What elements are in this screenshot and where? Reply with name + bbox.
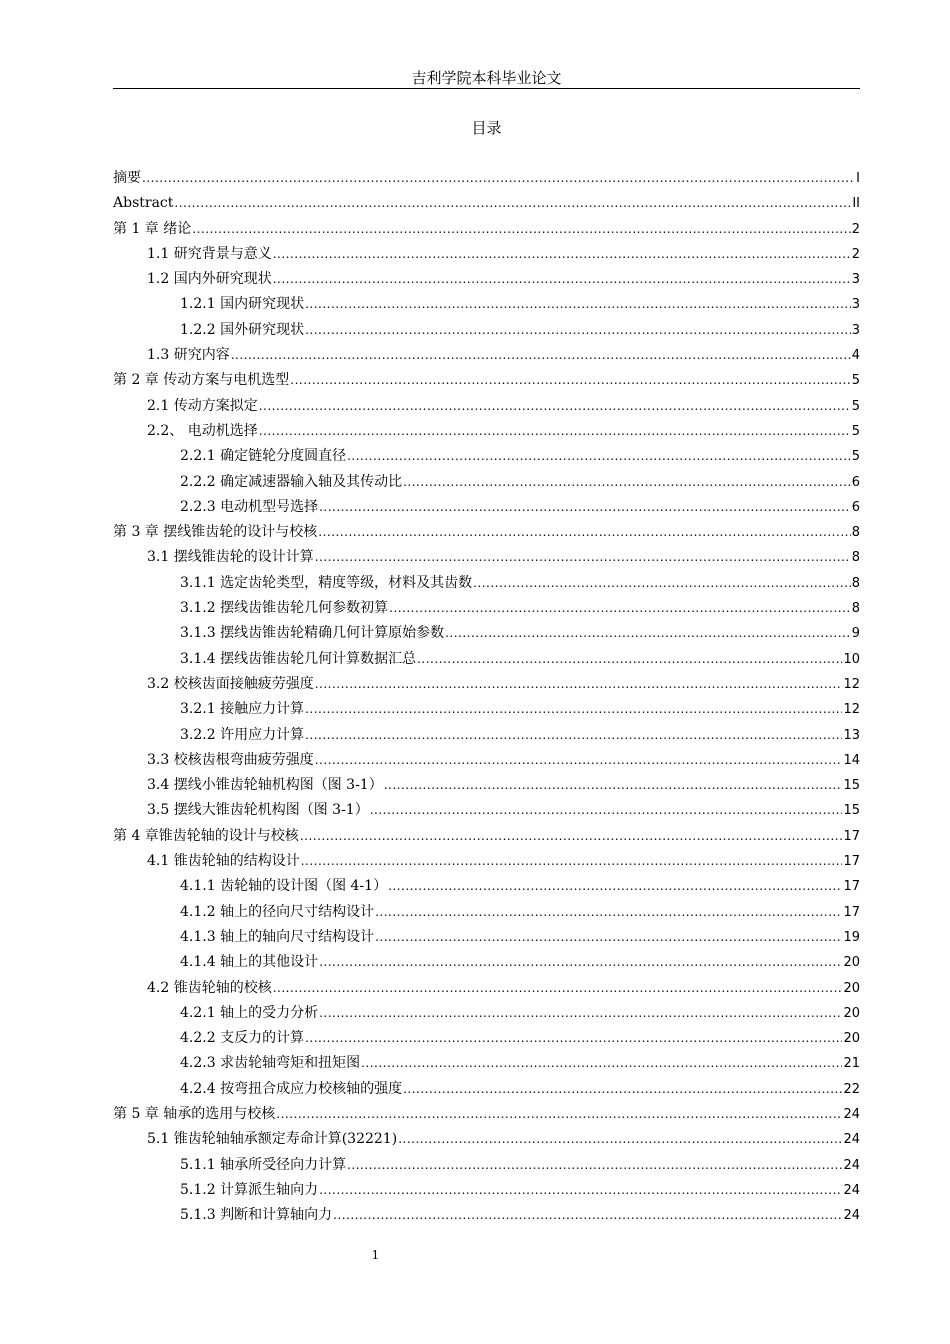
toc-entry-page: 17 <box>843 854 860 870</box>
toc-entry[interactable] <box>113 1127 860 1152</box>
toc-entry[interactable] <box>113 849 860 874</box>
toc-entry-page: 17 <box>843 828 860 844</box>
toc-entry[interactable] <box>113 925 860 950</box>
toc-entry-label: 4.1.2 轴上的径向尺寸结构设计 <box>180 903 375 920</box>
toc-dot-leader <box>305 292 851 317</box>
toc-dot-leader <box>473 571 851 596</box>
toc-entry-label: 5.1.1 轴承所受径向力计算 <box>180 1156 347 1173</box>
toc-entry-label: 4.2.1 轴上的受力分析 <box>180 1004 319 1021</box>
toc-dot-leader <box>315 672 843 697</box>
toc-entry[interactable] <box>113 242 860 267</box>
toc-entry-page: 17 <box>843 879 860 895</box>
toc-entry-label: 1.2 国内外研究现状 <box>147 271 272 288</box>
toc-entry-label: 1.2.2 国外研究现状 <box>180 321 305 338</box>
page-number: 1 <box>371 1248 380 1262</box>
toc-entry-label: 摘要 <box>113 170 141 186</box>
toc-entry[interactable] <box>113 976 860 1001</box>
toc-entry-page: 9 <box>851 626 860 642</box>
toc-title: 目录 <box>471 119 502 137</box>
toc-dot-leader <box>347 1153 842 1178</box>
toc-entry-page: 20 <box>843 980 860 996</box>
toc-entry[interactable] <box>113 520 860 545</box>
toc-entry[interactable] <box>113 874 860 899</box>
toc-entry-page: 17 <box>843 904 860 920</box>
toc-entry[interactable] <box>113 1203 860 1228</box>
toc-dot-leader <box>388 874 842 899</box>
toc-entry-label: 1.3 研究内容 <box>147 347 230 364</box>
toc-dot-leader <box>319 1178 842 1203</box>
toc-dot-leader <box>319 495 851 520</box>
toc-entry[interactable] <box>113 343 860 368</box>
running-header: 吉利学院本科毕业论文 <box>411 69 562 87</box>
toc-entry-label: 3.1.2 摆线齿锥齿轮几何参数初算 <box>180 600 389 617</box>
toc-dot-leader <box>142 166 855 191</box>
toc-entry-page: 24 <box>843 1182 860 1198</box>
toc-entry[interactable] <box>113 1051 860 1076</box>
toc-entry-label: 2.2、 电动机选择 <box>147 422 258 439</box>
toc-entry[interactable] <box>113 773 860 798</box>
toc-dot-leader <box>403 470 851 495</box>
toc-entry-page: 20 <box>843 1031 860 1047</box>
toc-entry-label: 3.1.3 摆线齿锥齿轮精确几何计算原始参数 <box>180 625 445 642</box>
toc-entry-page: 10 <box>843 651 860 667</box>
toc-dot-leader <box>384 773 843 798</box>
toc-entry-page: 5 <box>851 373 860 389</box>
toc-entry-page: 2 <box>851 246 860 262</box>
toc-entry-page: 15 <box>843 803 860 819</box>
toc-dot-leader <box>273 242 851 267</box>
toc-dot-leader <box>389 596 851 621</box>
toc-dot-leader <box>231 343 851 368</box>
toc-entry-label: 2.2.1 确定链轮分度圆直径 <box>180 448 347 465</box>
toc-dot-leader <box>370 798 843 823</box>
toc-entry[interactable] <box>113 419 860 444</box>
toc-entry-page: 14 <box>843 752 860 768</box>
toc-dot-leader <box>315 748 843 773</box>
toc-entry-label: 第 1 章 绪论 <box>113 220 192 237</box>
toc-entry-label: 4.2.2 支反力的计算 <box>180 1030 305 1047</box>
toc-entry-label: 4.1.4 轴上的其他设计 <box>180 954 319 971</box>
toc-entry-label: 第 5 章 轴承的选用与校核 <box>113 1105 276 1122</box>
toc-entry-page: 6 <box>851 474 860 490</box>
toc-entry[interactable] <box>113 368 860 393</box>
toc-entry-label: 5.1.2 计算派生轴向力 <box>180 1181 319 1198</box>
toc-entry[interactable] <box>113 571 860 596</box>
toc-dot-leader <box>403 1077 842 1102</box>
toc-dot-leader <box>301 849 843 874</box>
toc-entry-page: 4 <box>851 348 860 364</box>
toc-entry[interactable] <box>113 723 860 748</box>
toc-dot-leader <box>361 1051 842 1076</box>
table-of-contents <box>113 166 860 1228</box>
toc-dot-leader <box>445 621 851 646</box>
toc-dot-leader <box>319 950 842 975</box>
toc-entry[interactable] <box>113 950 860 975</box>
toc-entry[interactable] <box>113 824 860 849</box>
toc-entry-page: 20 <box>843 1005 860 1021</box>
toc-dot-leader <box>347 444 851 469</box>
toc-entry[interactable] <box>113 394 860 419</box>
toc-entry-page: 24 <box>843 1157 860 1173</box>
toc-dot-leader <box>305 723 842 748</box>
toc-entry-label: 3.2.1 接触应力计算 <box>180 701 305 718</box>
toc-entry-page: 21 <box>843 1056 860 1072</box>
toc-dot-leader <box>417 647 842 672</box>
header-rule <box>113 88 860 89</box>
toc-entry-page: 3 <box>851 272 860 288</box>
toc-entry-label: 第 3 章 摆线锥齿轮的设计与校核 <box>113 524 318 541</box>
toc-entry[interactable] <box>113 697 860 722</box>
toc-entry-page: 8 <box>851 550 860 566</box>
toc-entry-label: 4.2.4 按弯扭合成应力校核轴的强度 <box>180 1080 403 1097</box>
toc-entry-page: 5 <box>851 423 860 439</box>
toc-dot-leader <box>273 267 851 292</box>
toc-dot-leader <box>192 217 850 242</box>
toc-entry[interactable] <box>113 1026 860 1051</box>
toc-entry[interactable] <box>113 470 860 495</box>
toc-entry-label: 3.4 摆线小锥齿轮轴机构图（图 3-1） <box>147 777 383 794</box>
toc-entry[interactable] <box>113 1102 860 1127</box>
toc-entry-page: 24 <box>843 1208 860 1224</box>
toc-dot-leader <box>290 368 850 393</box>
toc-entry[interactable] <box>113 267 860 292</box>
toc-entry-page: 3 <box>851 297 860 313</box>
toc-entry-label: 3.2 校核齿面接触疲劳强度 <box>147 675 314 692</box>
toc-dot-leader <box>300 824 843 849</box>
toc-entry-page: 6 <box>851 499 860 515</box>
toc-entry-label: 4.1 锥齿轮轴的结构设计 <box>147 853 300 870</box>
toc-entry[interactable] <box>113 495 860 520</box>
toc-entry-label: Abstract <box>113 195 174 212</box>
toc-entry[interactable] <box>113 444 860 469</box>
toc-dot-leader <box>273 976 843 1001</box>
toc-entry-label: 4.1.1 齿轮轴的设计图（图 4-1） <box>180 878 388 895</box>
toc-dot-leader <box>259 419 851 444</box>
toc-entry[interactable] <box>113 292 860 317</box>
toc-entry-label: 4.1.3 轴上的轴向尺寸结构设计 <box>180 928 375 945</box>
toc-entry-page: 19 <box>843 929 860 945</box>
toc-entry[interactable] <box>113 1001 860 1026</box>
toc-entry[interactable] <box>113 621 860 646</box>
toc-entry[interactable] <box>113 798 860 823</box>
toc-entry[interactable] <box>113 1178 860 1203</box>
toc-entry[interactable] <box>113 545 860 570</box>
toc-dot-leader <box>315 545 851 570</box>
toc-entry[interactable] <box>113 217 860 242</box>
toc-entry-page: 3 <box>851 322 860 338</box>
toc-entry-page: 24 <box>843 1106 860 1122</box>
toc-entry[interactable] <box>113 748 860 773</box>
toc-entry[interactable] <box>113 318 860 343</box>
toc-dot-leader <box>259 394 851 419</box>
toc-entry-page: 20 <box>843 955 860 971</box>
toc-dot-leader <box>375 900 842 925</box>
toc-entry-page: 22 <box>843 1081 860 1097</box>
toc-entry-page: 8 <box>851 601 860 617</box>
toc-entry-page: 8 <box>851 525 860 541</box>
toc-entry-label: 3.1.1 选定齿轮类型，精度等级，材料及其齿数 <box>180 574 473 591</box>
toc-entry-label: 4.2 锥齿轮轴的校核 <box>147 979 272 996</box>
toc-dot-leader <box>305 697 842 722</box>
toc-entry[interactable] <box>113 672 860 697</box>
toc-entry-label: 3.1 摆线锥齿轮的设计计算 <box>147 549 314 566</box>
toc-entry-page: 15 <box>843 778 860 794</box>
toc-entry-label: 3.3 校核齿根弯曲疲劳强度 <box>147 751 314 768</box>
toc-entry-page: 12 <box>843 676 860 692</box>
toc-entry-label: 1.1 研究背景与意义 <box>147 245 272 262</box>
toc-dot-leader <box>333 1203 842 1228</box>
toc-dot-leader <box>305 318 851 343</box>
toc-entry-page: 13 <box>843 727 860 743</box>
toc-entry[interactable] <box>113 1153 860 1178</box>
toc-entry-label: 5.1 锥齿轮轴轴承额定寿命计算(32221) <box>147 1131 398 1148</box>
toc-entry-page: 5 <box>851 449 860 465</box>
toc-entry-page: 24 <box>843 1132 860 1148</box>
toc-entry-label: 第 2 章 传动方案与电机选型 <box>113 372 290 389</box>
toc-dot-leader <box>276 1102 842 1127</box>
toc-dot-leader <box>375 925 842 950</box>
toc-entry-page: 12 <box>843 702 860 718</box>
toc-entry-label: 5.1.3 判断和计算轴向力 <box>180 1207 333 1224</box>
toc-entry[interactable] <box>113 596 860 621</box>
toc-entry[interactable] <box>113 647 860 672</box>
toc-entry-page: 2 <box>851 221 860 237</box>
toc-entry[interactable] <box>113 1077 860 1102</box>
toc-dot-leader <box>174 191 851 216</box>
toc-entry-page: 8 <box>851 575 860 591</box>
toc-dot-leader <box>318 520 850 545</box>
toc-dot-leader <box>319 1001 842 1026</box>
toc-entry-label: 1.2.1 国内研究现状 <box>180 296 305 313</box>
toc-entry-label: 2.2.2 确定减速器输入轴及其传动比 <box>180 473 403 490</box>
toc-entry-page: II <box>852 196 860 212</box>
toc-entry-label: 4.2.3 求齿轮轴弯矩和扭矩图 <box>180 1055 361 1072</box>
toc-entry-label: 3.1.4 摆线齿锥齿轮几何计算数据汇总 <box>180 650 417 667</box>
toc-entry-label: 3.2.2 许用应力计算 <box>180 726 305 743</box>
toc-entry-label: 2.1 传动方案拟定 <box>147 397 258 414</box>
toc-entry-label: 第 4 章锥齿轮轴的设计与校核 <box>113 827 299 844</box>
toc-entry-label: 3.5 摆线大锥齿轮机构图（图 3-1） <box>147 802 369 819</box>
toc-dot-leader <box>305 1026 842 1051</box>
toc-entry[interactable] <box>113 166 860 191</box>
toc-dot-leader <box>398 1127 842 1152</box>
toc-entry[interactable] <box>113 900 860 925</box>
toc-entry-page: I <box>856 171 860 186</box>
toc-entry-label: 2.2.3 电动机型号选择 <box>180 498 319 515</box>
toc-entry[interactable] <box>113 191 860 216</box>
toc-entry-page: 5 <box>851 398 860 414</box>
